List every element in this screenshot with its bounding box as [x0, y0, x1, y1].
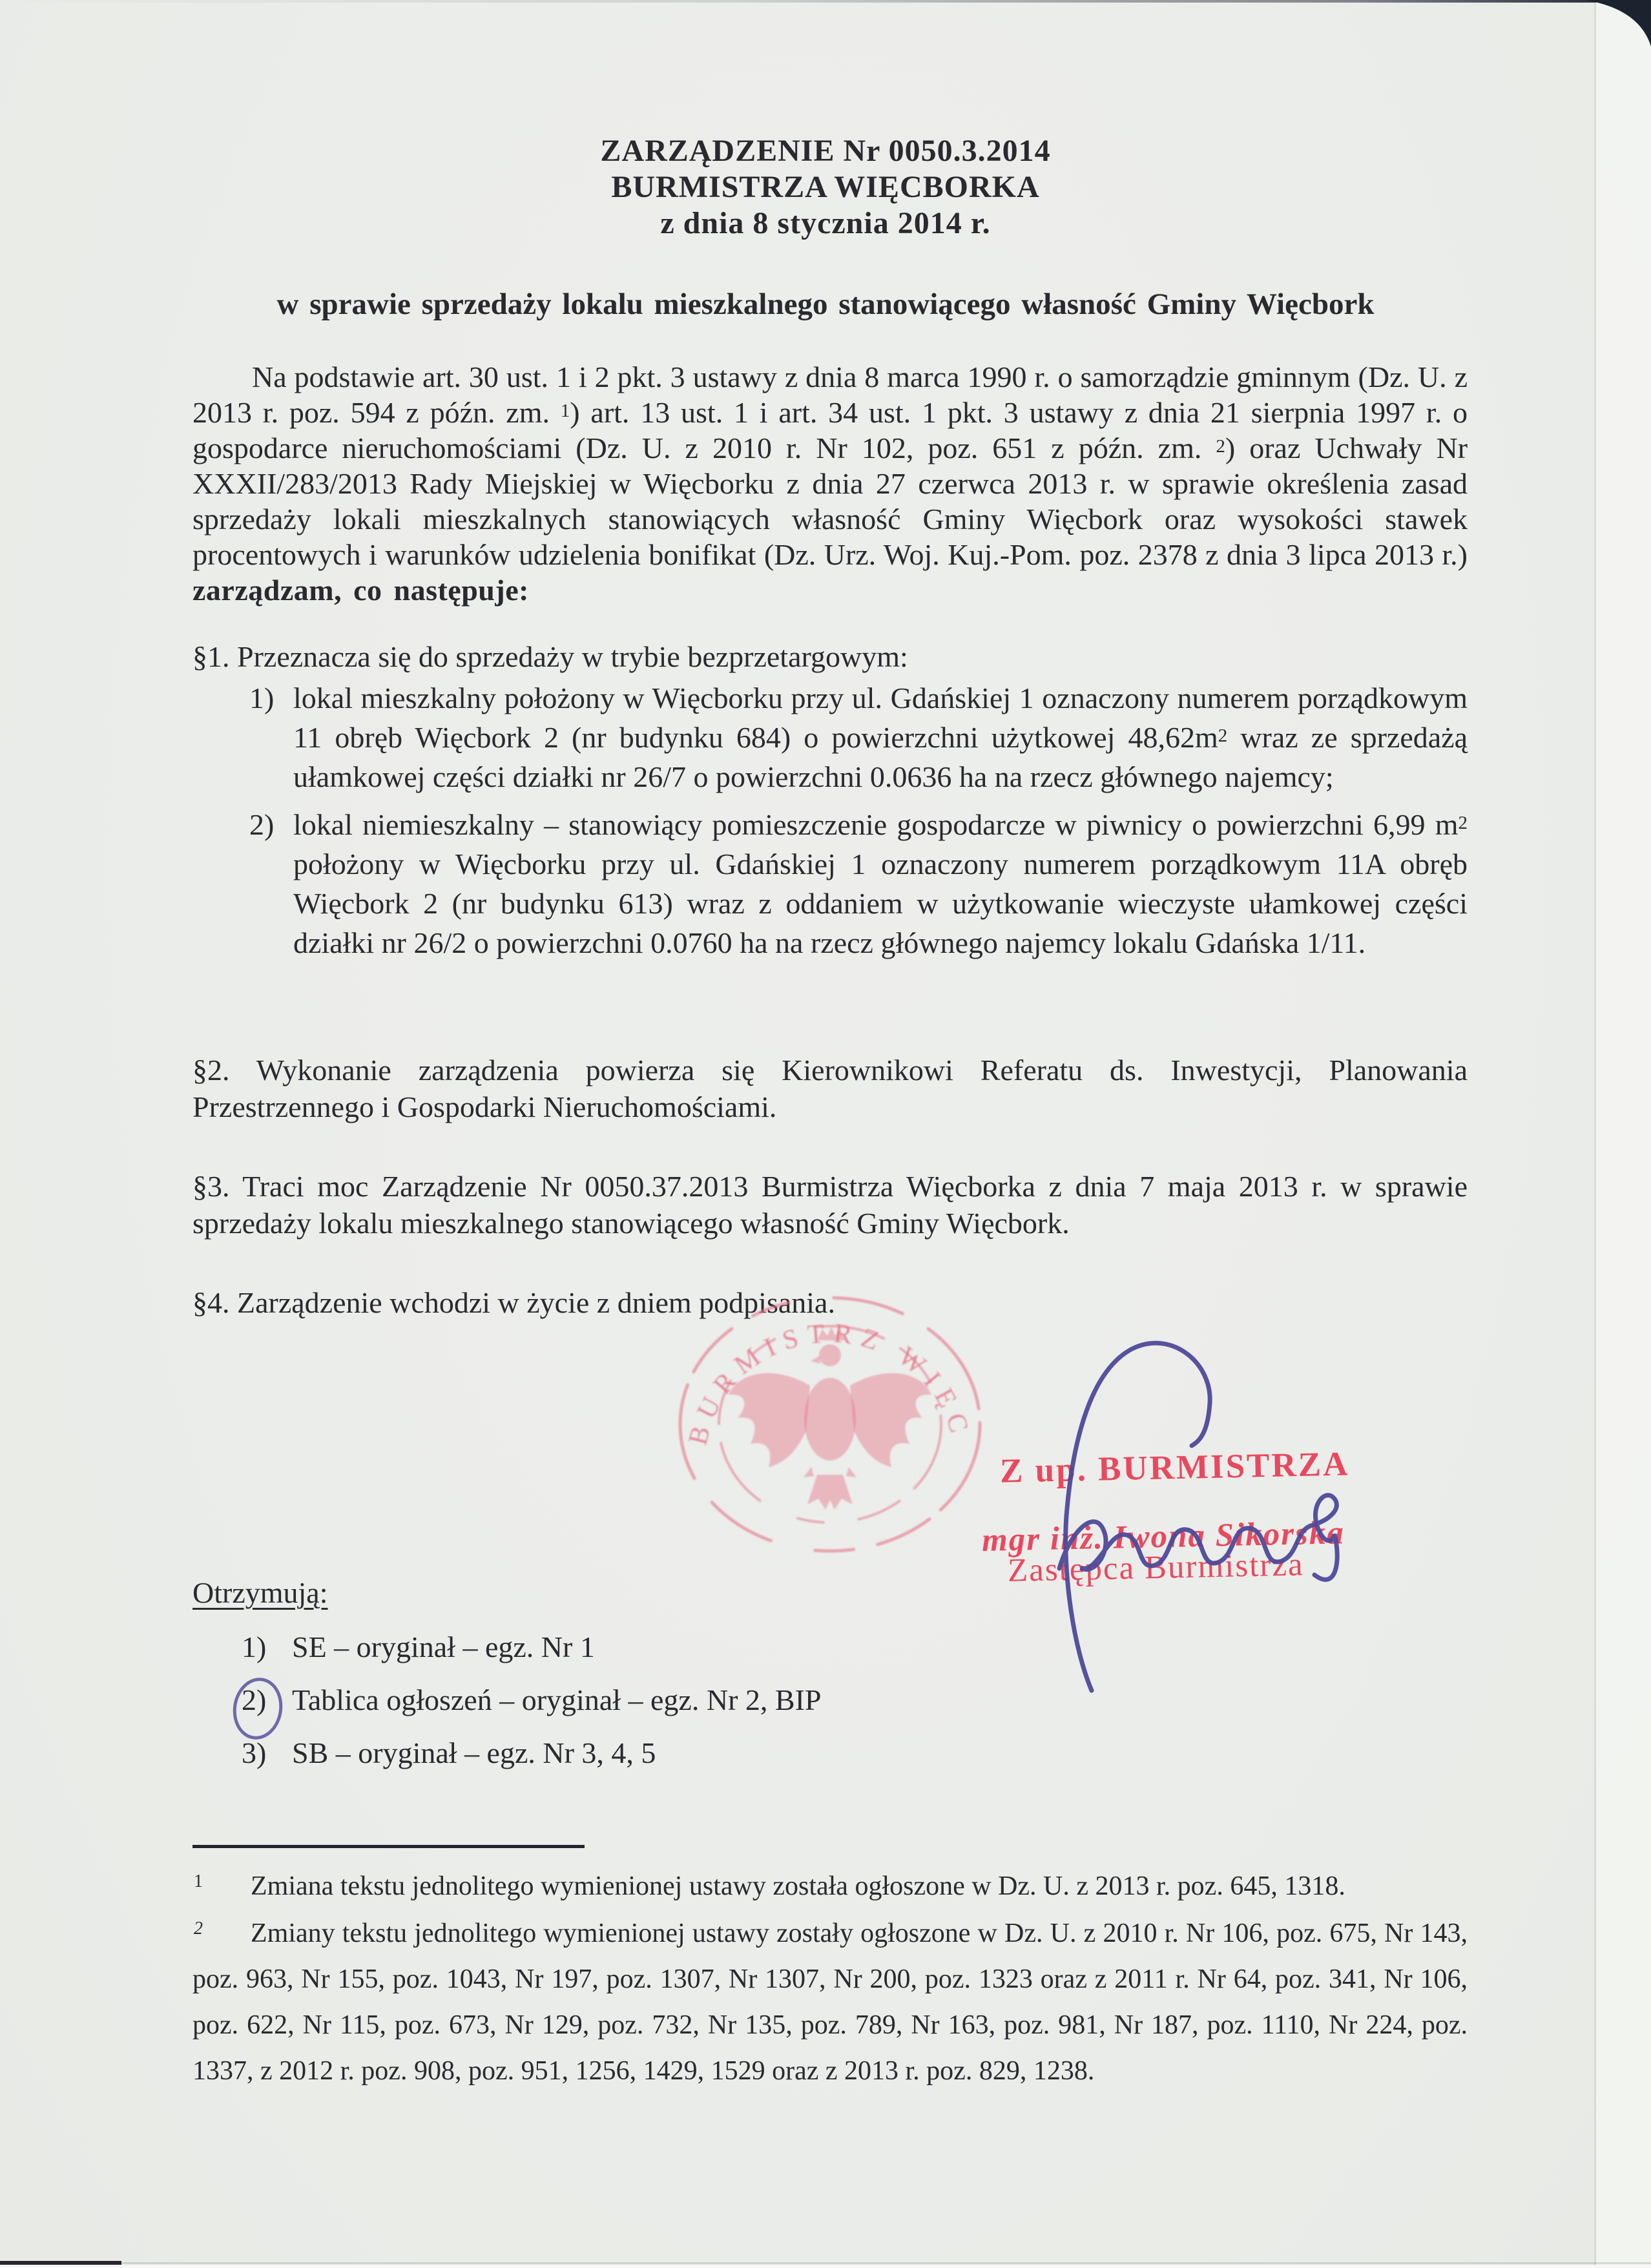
signature-stamp-line1: Z up. BURMISTRZA: [999, 1445, 1350, 1490]
item-2-text: lokal niemieszkalny – stanowiący pomieszczenie gospodarcze w piwnicy o powierzchni 6,99 m: [293, 808, 1459, 841]
stamp-arc-text: BURMISTRZ WIĘC: [683, 1318, 977, 1448]
footnote-1-text: Zmiana tekstu jednolitego wymienionej ustawy została ogłoszone w Dz. U. z 2013 r. poz. 645, 1318.: [251, 1871, 1345, 1901]
list-item-2: [192, 805, 1468, 962]
distribution-item-1-text: SE – oryginał – egz. Nr 1: [292, 1630, 595, 1663]
distribution-item-3: [192, 1735, 821, 1771]
scan-corner-shadow: [1580, 0, 1651, 52]
superscript-sq: 2: [1458, 813, 1468, 833]
round-official-stamp: [672, 1289, 995, 1573]
list-marker: 1): [249, 681, 275, 714]
legal-basis-paragraph: [192, 359, 1468, 608]
footnotes-block: [192, 1845, 1468, 2094]
item-1-text: lokal mieszkalny położony w Więcborku przy ul. Gdańskiej 1 oznaczony numerem porządkowym 11 obręb Więcbork 2 (nr budynku 684) o powierzchni użytkowej 48,62m: [293, 681, 1468, 754]
list-marker: 1): [242, 1630, 267, 1663]
legal-seg2: ) art. 13 ust. 1 i art. 34 ust. 1 pkt. 3 ustawy z dnia 21 sierpnia 1997 r. o gospodarce nieruchomościami (Dz. U. z 2010 r. Nr 102, poz. 651 z późn. zm.: [192, 396, 1468, 464]
footnote-2: [192, 1911, 1468, 2094]
distribution-item-2-text: Tablica ogłoszeń – oryginał – egz. Nr 2, BIP: [292, 1683, 822, 1716]
footnote-1-marker: 1: [194, 1871, 203, 1891]
list-item-1: [192, 678, 1468, 796]
footnote-2-marker: 2: [194, 1919, 203, 1939]
document-title: [189, 133, 1462, 242]
distribution-list: [192, 1575, 821, 1788]
footnote-2-text: Zmiany tekstu jednolitego wymienionej ustawy zostały ogłoszone w Dz. U. z 2010 r. Nr 106, poz. 675, Nr 143, poz. 963, Nr 155, poz. 1043, Nr 197, poz. 1307, Nr 1307, Nr 200, poz. 1323 oraz z 2011 r. Nr 64, poz. 341, Nr 106, poz. 622, Nr 115, poz. 673, Nr 129, poz. 732, Nr 135, poz. 789, Nr 163, poz. 981, Nr 187, poz. 1110, Nr 224, poz. 1337, z 2012 r. poz. 908, poz. 951, 1256, 1429, 1529 oraz z 2013 r. poz. 829, 1238.: [192, 1919, 1468, 2086]
scan-top-edge: [0, 0, 1651, 3]
handwritten-signature: [998, 1318, 1398, 1705]
section-2: §2. Wykonanie zarządzenia powierza się Kierownikowi Referatu ds. Inwestycji, Planowania Przestrzennego i Gospodarki Nieruchomościami.: [192, 1054, 1468, 1123]
footnote-ref-2: 2: [1216, 436, 1225, 457]
title-line-date: z dnia 8 stycznia 2014 r.: [660, 206, 991, 240]
section-1-items: [192, 678, 1468, 962]
scan-bottom-strip: [0, 2265, 1651, 2268]
section-1-heading: §1. Przeznacza się do sprzedaży w trybie bezprzetargowym:: [192, 640, 908, 673]
legal-seg1: Na podstawie art. 30 ust. 1 i 2 pkt. 3 ustawy z dnia 8 marca 1990 r. o samorządzie gminnym (Dz. U. z 2013 r. poz. 594 z późn. zm.: [192, 360, 1468, 429]
section-3: §3. Traci moc Zarządzenie Nr 0050.37.2013 Burmistrza Więcborka z dnia 7 maja 2013 r. w sprawie sprzedaży lokalu mieszkalnego stanowiącego własność Gminy Więcbork.: [192, 1170, 1468, 1240]
distribution-item-1: [192, 1629, 821, 1665]
list-marker: 2): [249, 808, 275, 841]
legal-seg3: ) oraz Uchwały Nr XXXII/283/2013 Rady Miejskiej w Więcborku z dnia 27 czerwca 2013 r. w sprawie określenia zasad sprzedaży lokali mieszkalnych stanowiących własność Gminy Więcbork oraz wysokości stawek procentowych i warunków udzielenia bonifikat (Dz. Urz. Woj. Kuj.-Pom. poz. 2378 z dnia 3 lipca 2013 r.): [192, 432, 1468, 571]
scan-right-strip: [1596, 0, 1651, 2268]
item-1-text-cont: wraz ze sprzedażą ułamkowej części działki nr 26/7 o powierzchni 0.0636 ha na rzecz głównego najemcy;: [293, 721, 1468, 793]
footnote-ref-1: 1: [560, 401, 570, 421]
footnote-separator: [192, 1845, 585, 1848]
distribution-item-3-text: SB – oryginał – egz. Nr 3, 4, 5: [292, 1736, 656, 1769]
list-marker: 3): [242, 1736, 267, 1769]
signature-stamp-name: mgr inż. Iwona Sikorska: [981, 1515, 1345, 1559]
title-line-authority: BURMISTRZA WIĘCBORKA: [611, 170, 1040, 204]
item-2-text-cont: położony w Więcborku przy ul. Gdańskiej 1 oznaczony numerem porządkowym 11A obręb Więcbork 2 (nr budynku 613) wraz z oddaniem w użytkowanie wieczyste ułamkowej części działki nr 26/2 o powierzchni 0.0760 ha na rzecz głównego najemcy lokalu Gdańska 1/11.: [293, 848, 1468, 959]
list-marker: 2): [242, 1683, 267, 1716]
signature-stamp-title: Zastępca Burmistrza: [1007, 1546, 1305, 1589]
footnote-1: [192, 1864, 1468, 1909]
paper-fold-line: [1594, 0, 1596, 2268]
section-4: §4. Zarządzenie wchodzi w życie z dniem podpisania.: [192, 1286, 835, 1319]
distribution-item-2: [192, 1682, 821, 1718]
scan-bottom-edge: [0, 2262, 1651, 2264]
superscript-sq: 2: [1218, 725, 1228, 746]
title-line-number: ZARZĄDZENIE Nr 0050.3.2014: [600, 134, 1051, 168]
distribution-heading: Otrzymują:: [192, 1576, 328, 1609]
subject-line: w sprawie sprzedaży lokalu mieszkalnego stanowiącego własność Gminy Więcbork: [276, 287, 1375, 321]
legal-closing: zarządzam, co następuje:: [192, 574, 529, 607]
